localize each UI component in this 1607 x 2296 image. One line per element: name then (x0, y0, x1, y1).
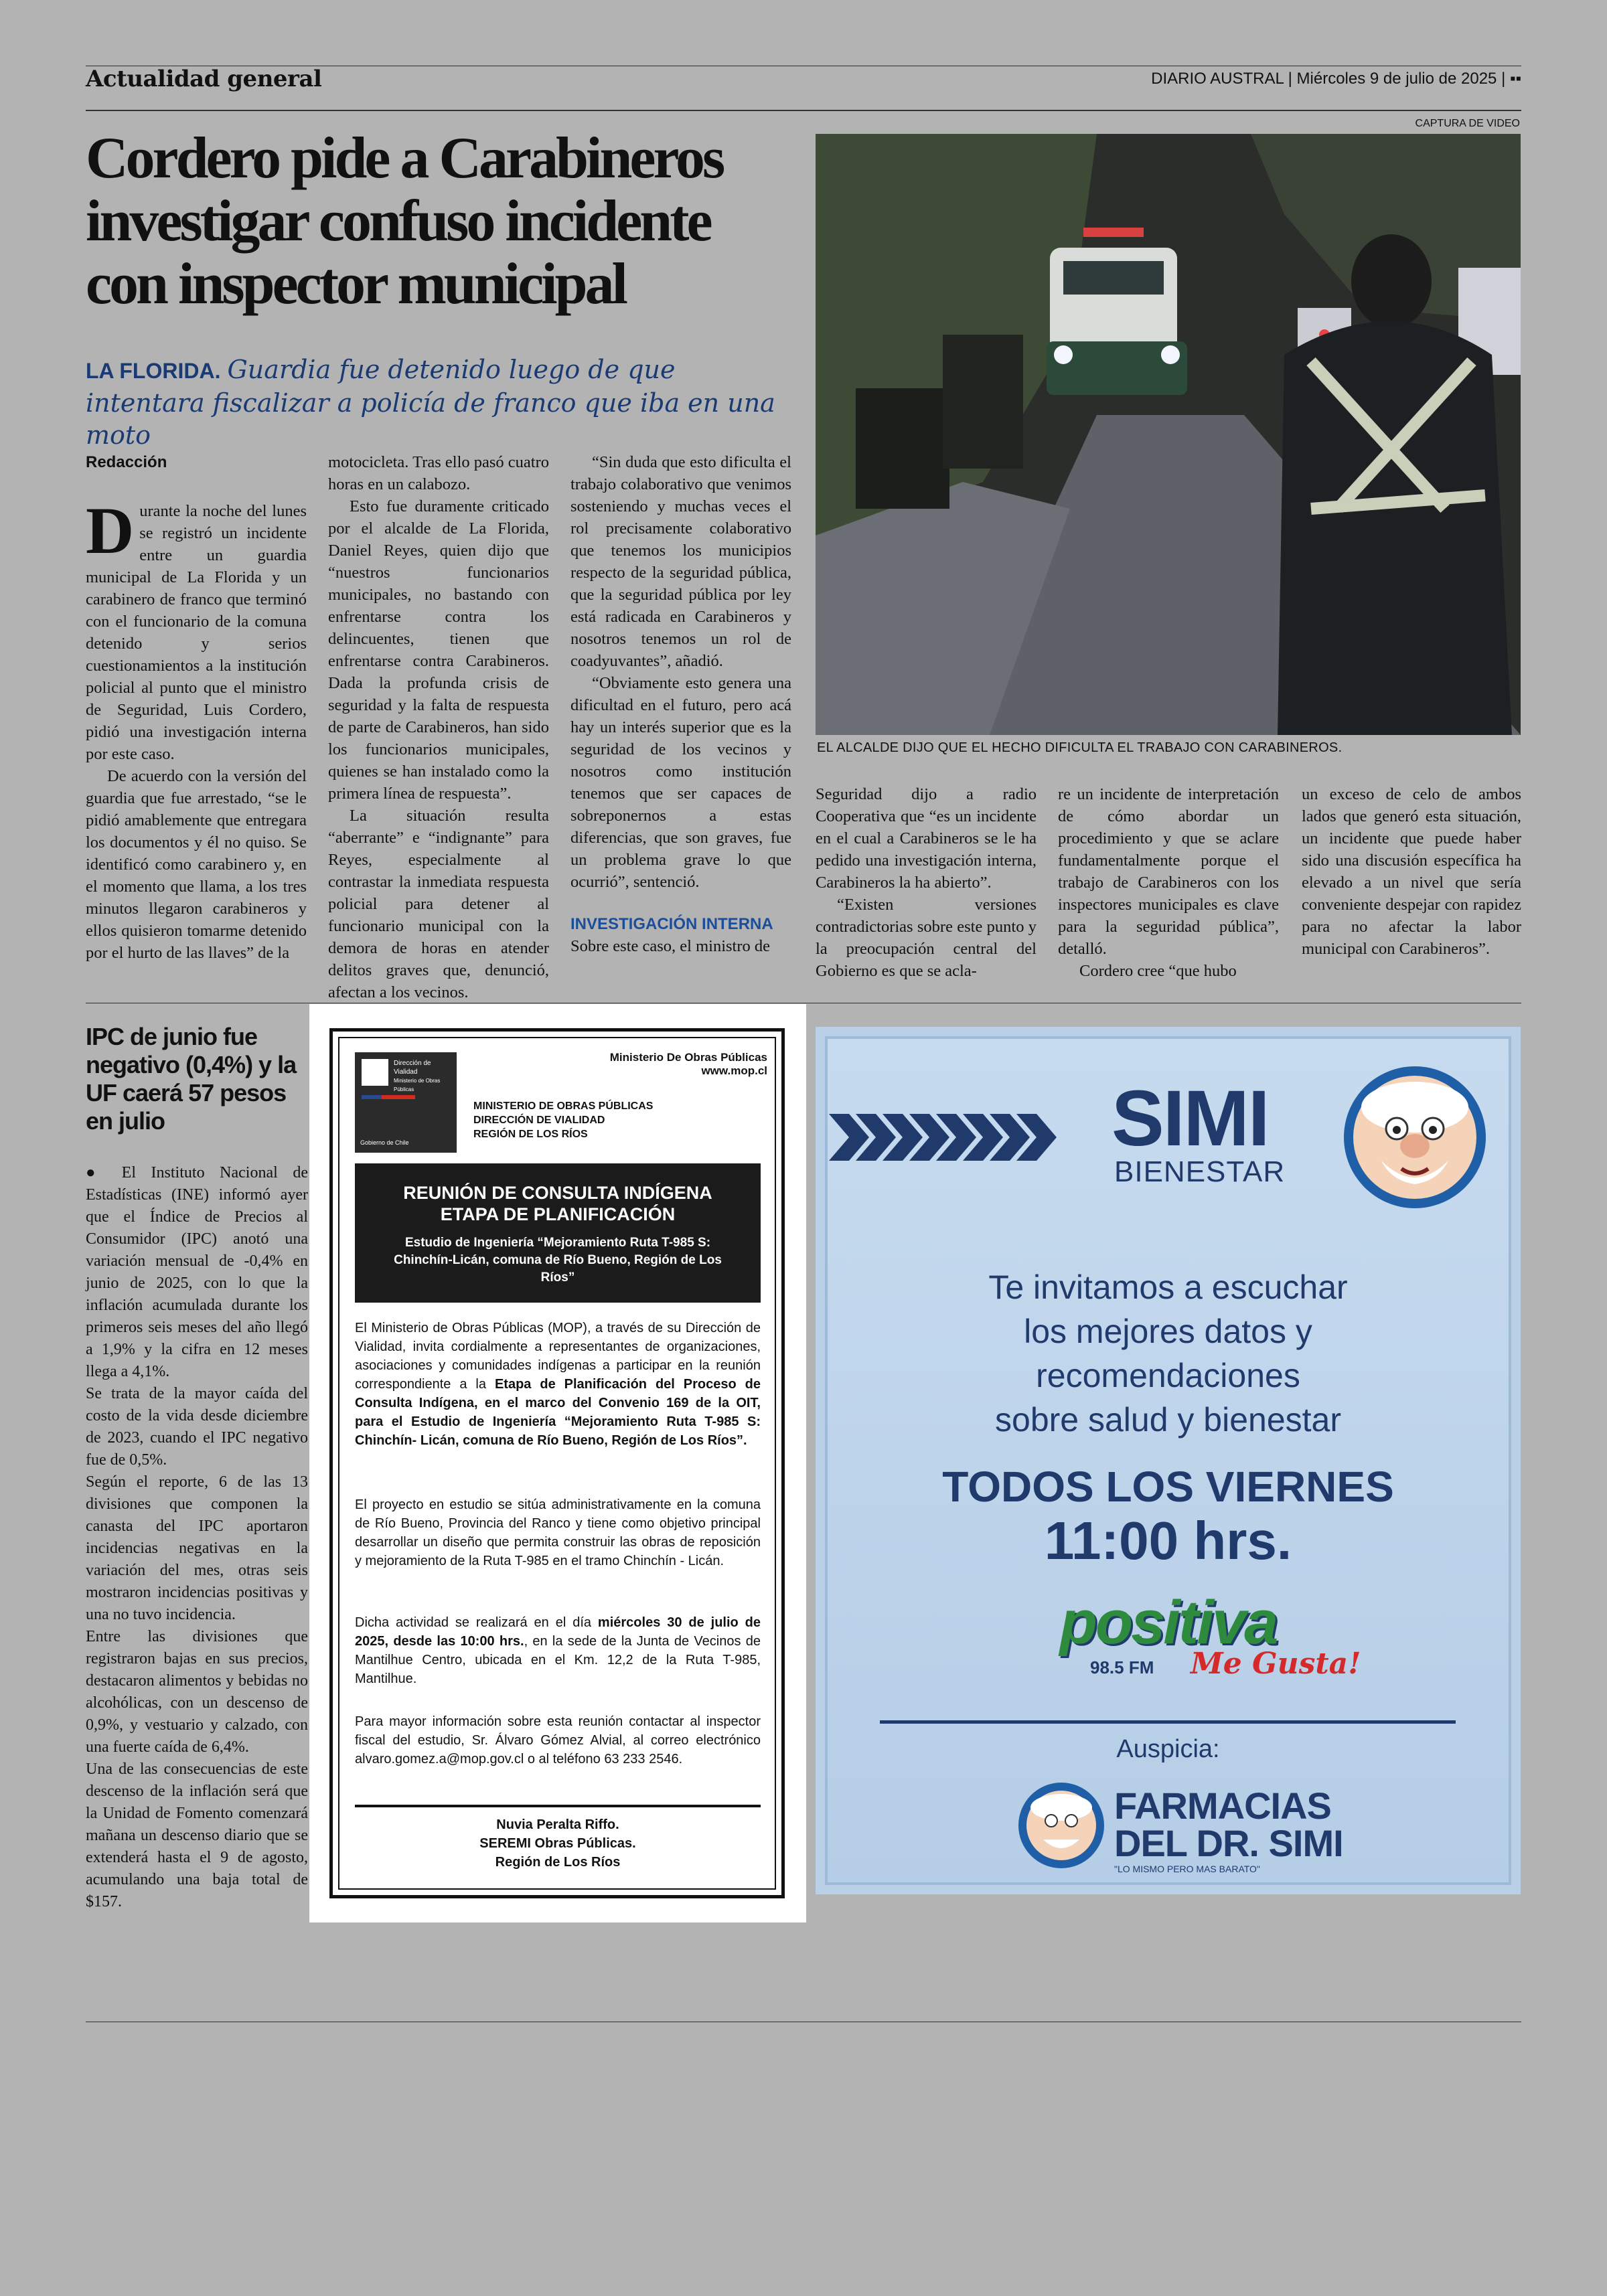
dateline-place: LA FLORIDA. (86, 359, 221, 383)
notice-paragraph-2: El proyecto en estudio se sitúa administrativamente en la comuna de Río Bueno, Provincia del Ranco y tiene como objetivo principal desarrollar un diseño que permita construir las obras de reposición y mejoramiento de la Ruta T-985 en el tramo Chinchín - Licán. (355, 1497, 761, 1568)
article-column-6 (1302, 783, 1521, 960)
paragraph: re un incidente de interpretación de cómo abordar un procedimiento y que se aclare fundamentalmente porque el trabajo de Carabineros con los inspectores municipales es clave para la seguridad pública”, detalló. (1058, 785, 1279, 958)
simi-brand-sub: BIENESTAR (1114, 1155, 1286, 1188)
paragraph: De acuerdo con la versión del guardia que fue arrestado, “se le pidió amablemente que entregara los documentos y él no quiso. Se identificó como carabinero y, en el momento que llama, a los tres minutos llegaron carabineros y ellos quisieron tomarme detenido por el hurto de las llaves” de la (86, 767, 307, 962)
paragraph: Se trata de la mayor caída del costo de la vida desde diciembre de 2023, cuando el IPC negativo fue de 0,5%. (86, 1385, 308, 1469)
radio-frequency: 98.5 FM (1090, 1657, 1154, 1677)
header-rule (86, 110, 1521, 111)
ad-divider (880, 1720, 1456, 1724)
notice-title-box (355, 1163, 761, 1303)
flag-stripe-blue (362, 1095, 382, 1099)
page-icon: ▪▪ (1509, 70, 1521, 88)
paragraph: Durante la noche del lunes se registró un incidente entre un guardia municipal de La Florida y un carabinero de franco que terminó con el funcionario de la comuna detenido y serios cuestionamientos a la institución policial al punto que el ministro de Seguridad, Luis Cordero, pidió una investigación interna por este caso. (86, 493, 307, 763)
mop-logo: Dirección de Vialidad Ministerio de Obras Públicas Gobierno de Chile (355, 1052, 457, 1153)
notice-department: MINISTERIO DE OBRAS PÚBLICAS DIRECCIÓN DE VIALIDAD REGIÓN DE LOS RÍOS (473, 1100, 654, 1140)
public-notice (309, 1004, 806, 1922)
paragraph: un exceso de celo de ambos lados que generó esta situación, un incidente que puede haber sido una discusión específica ha elevado a un nivel que sería conveniente despejar con rapidez para no afectar la labor municipal con Carabineros”. (1302, 785, 1521, 958)
subhead: INVESTIGACIÓN INTERNA (570, 915, 773, 933)
headline: Cordero pide a Carabineros investigar confuso incidente con inspector municipal (86, 126, 723, 317)
issue-date: Miércoles 9 de julio de 2025 (1296, 70, 1497, 88)
deck-text: Guardia fue detenido luego de que intentara fiscalizar a policía de franco que iba en una moto (86, 355, 775, 450)
brief-body (86, 1162, 308, 1913)
paragraph: Entre las divisiones que registraron bajas en sus precios, destacaron alimentos y bebidas no alcohólicas, con un descenso de 0,9%, y vestuario y calzado, con una fuerte caída de 6,4%. (86, 1628, 308, 1756)
flag-stripe-red (382, 1095, 415, 1099)
pharmacy-logo-icon (1016, 1781, 1106, 1870)
article-column-1 (86, 451, 307, 964)
pharmacy-slogan: "LO MISMO PERO MAS BARATO" (1114, 1864, 1260, 1874)
section-label: Actualidad general (86, 66, 322, 92)
notice-subtitle: Estudio de Ingeniería “Mejoramiento Ruta T-985 S: Chinchín-Licán, comuna de Río Bueno, Región de Los Ríos” (394, 1236, 722, 1285)
night-street-photo (816, 134, 1521, 735)
paragraph: “Sin duda que esto dificulta el trabajo colaborativo que venimos sosteniendo y muchas veces el rol precisamente colaborativo que tenemos los municipios respecto de la seguridad pública, que la seguridad pública por ley está radicada en Carabineros y nosotros tenemos un rol de coadyuvantes”, añadió. (570, 453, 791, 670)
dr-simi-mascot-icon (1338, 1060, 1492, 1214)
signature-rule (355, 1805, 761, 1807)
chile-shield-icon (362, 1059, 388, 1086)
paragraph: Una de las consecuencias de este descenso de la inflación será que la Unidad de Fomento comenzará mañana un descenso diario que se extenderá hasta el 9 de agosto, acumulando una baja total de $157. (86, 1760, 308, 1910)
notice-signature: Nuvia Peralta Riffo. SEREMI Obras Públicas. Región de Los Ríos (479, 1817, 636, 1870)
article-column-3 (570, 451, 791, 957)
notice-title: REUNIÓN DE CONSULTA INDÍGENA ETAPA DE PLANIFICACIÓN (403, 1183, 712, 1224)
article-column-5 (1058, 783, 1279, 982)
paragraph: “Obviamente esto genera una dificultad en el futuro, pero acá hay un interés superior que es la seguridad de los vecinos y nosotros como institución tenemos que ser capaces de sobreponernos a estas diferencias, que son graves, fue un problema grave lo que ocurrió”, sentenció. (570, 674, 791, 891)
paragraph: La situación resulta “aberrante” e “indignante” para Reyes, especialmente al contrastar la inmediata respuesta policial para detener al funcionario municipal con la demora de horas en atender delitos graves que, denunció, afectan a los vecinos. (328, 807, 549, 1001)
dropcap: D (86, 493, 135, 568)
deck (86, 353, 795, 451)
paragraph: ● El Instituto Nacional de Estadísticas (INE) informó ayer que el Índice de Precios al Consumidor (IPC) anotó una variación mensual de -0,4% en junio de 2025, con lo que la inflación acumulada durante los primeros seis meses del año llegó a 1,9% y la cifra en 12 meses llega a 4,1%. (86, 1164, 308, 1380)
radio-logo: positiva (1059, 1588, 1277, 1657)
paragraph: “Existen versiones contradictorias sobre este punto y la preocupación central del Gobierno es que se acla- (816, 896, 1037, 980)
notice-paragraph-4: Para mayor información sobre esta reunión contactar al inspector fiscal del estudio, Sr. Álvaro Gómez Alvial, al correo electrónico alvaro.gomez.a@mop.gov.cl o al teléfono 63 233 2546. (355, 1714, 761, 1767)
chevron-arrows-icon (829, 1100, 1110, 1174)
photo-caption: EL ALCALDE DIJO QUE EL HECHO DIFICULTA EL TRABAJO CON CARABINEROS. (817, 740, 1343, 755)
paragraph: Esto fue duramente criticado por el alcalde de La Florida, Daniel Reyes, quien dijo que “nuestros funcionarios municipales, no bastando con enfrentarse contra los delincuentes, tienen que enfrentarse contra Carabineros. Dada la profunda crisis de seguridad y la falta de respuesta de parte de Carabineros, han sido los funcionarios municipales, quienes se han instalado como la primera línea de respuesta”. (328, 497, 549, 803)
paragraph: Seguridad dijo a radio Cooperativa que “es un incidente en el cual a Carabineros se le ha pedido una investigación interna, Carabineros la ha abierto”. (816, 785, 1037, 892)
radio-slogan: Me Gusta! (1191, 1647, 1361, 1681)
newspaper-name: DIARIO AUSTRAL (1151, 70, 1284, 88)
simi-advertisement (816, 1027, 1521, 1894)
simi-brand: SIMI (1112, 1074, 1269, 1163)
byline: Redacción (86, 453, 167, 471)
brief-title: IPC de junio fue negativo (0,4%) y la UF caerá 57 pesos en julio (86, 1023, 297, 1135)
photo-credit: CAPTURA DE VIDEO (1415, 118, 1520, 129)
sponsor-label: Auspicia: (1116, 1735, 1220, 1763)
notice-paragraph-1: El Ministerio de Obras Públicas (MOP), a través de su Dirección de Vialidad, invita cordialmente a representantes de organizaciones, asociaciones y comunidades indígenas a participar en la reunión correspondiente a la Etapa de Planificación del Proceso de Consulta Indígena, en el marco del Convenio 169 de la OIT, para el Estudio de Ingeniería “Mejoramiento Ruta T-985 S: Chinchín- Licán, comuna de Río Bueno, Región de Los Ríos”. (355, 1321, 761, 1448)
article-photo (816, 134, 1521, 735)
ad-message: Te invitamos a escuchar los mejores datos y recomendaciones sobre salud y bienestar (988, 1268, 1348, 1439)
article-column-2 (328, 451, 549, 1003)
paragraph: Cordero cree “que hubo (1079, 962, 1237, 980)
notice-ministry: Ministerio De Obras Públicas www.mop.cl (609, 1051, 767, 1077)
article-column-4 (816, 783, 1037, 982)
paragraph: motocicleta. Tras ello pasó cuatro horas en un calabozo. (328, 453, 549, 493)
notice-paragraph-3: Dicha actividad se realizará en el día miércoles 30 de julio de 2025, desde las 10:00 hrs., en la sede de la Junta de Vecinos de Mantilhue Centro, ubicada en el Km. 12,2 de la Ruta T-985, Mantilhue. (355, 1615, 761, 1686)
pharmacy-name: FARMACIAS DEL DR. SIMI (1114, 1785, 1343, 1864)
paragraph: Según el reporte, 6 de las 13 divisiones que componen la canasta del IPC aportaron incidencias negativas en la variación del mes, otras seis mostraron incidencias positivas y una no tuvo incidencia. (86, 1473, 308, 1623)
masthead: DIARIO AUSTRAL | Miércoles 9 de julio de 2025 | ▪▪ (1151, 70, 1521, 88)
paragraph: Sobre este caso, el ministro de (570, 937, 771, 955)
ad-time: 11:00 hrs. (1044, 1511, 1292, 1570)
ad-days: TODOS LOS VIERNES (942, 1463, 1394, 1511)
